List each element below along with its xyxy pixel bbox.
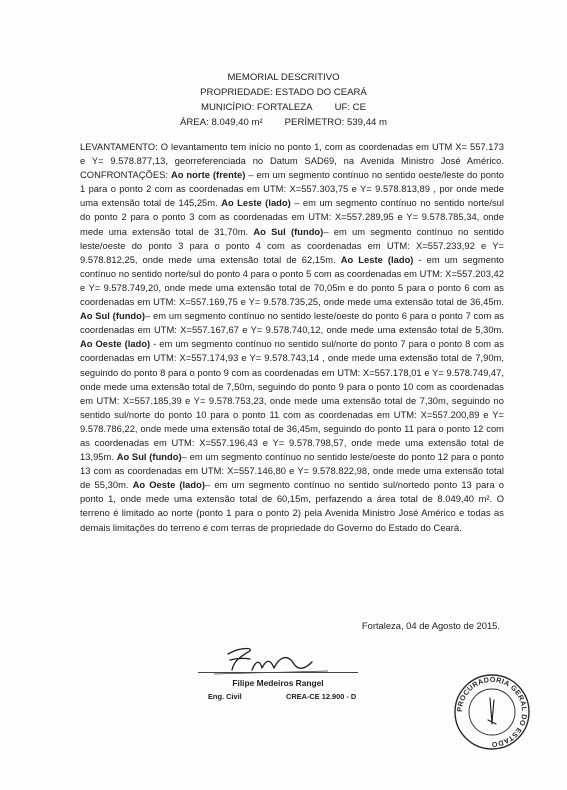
heading-east-side: Ao Leste (lado) (221, 198, 291, 209)
area-line (0, 115, 567, 130)
text-segment: - em um segmento contínuo no sentido norte/sul do ponto 4 para o ponto 5 com as coordenadas em UTM: X=557.203,42 e Y= 9.578.749,20, onde mede uma extensão total de 70,05m e do ponto 5 para o ponto 6 com as coordenadas em UTM: X=557.169,75 e Y= 9.578.735,25, onde mede uma extensão total de 36,45m. (80, 254, 505, 308)
municipio-text: MUNICÍPIO: FORTALEZA (200, 102, 313, 113)
heading-west-side: Ao Oeste (lado) (132, 480, 206, 491)
signer-title: Eng. Civil (208, 692, 242, 701)
area-text: ÁREA: 8.049,40 m² (179, 117, 263, 128)
uf-text: UF: CE (334, 102, 367, 113)
heading-west-side: Ao Oeste (lado) (80, 339, 151, 350)
heading-south-back: Ao Sul (fundo) (80, 311, 146, 322)
heading-north-front: Ao norte (frente) (170, 170, 246, 181)
text-segment: – em um segmento contínuo no sentido leste/oeste do ponto 12 para o ponto 13 com as coordenadas em UTM: X=557.146,80 e Y= 9.578.822,98, onde mede uma extensão total de 55,30m. (80, 452, 504, 491)
heading-south-back: Ao Sul (fundo) (253, 226, 324, 237)
property-line: PROPRIEDADE: ESTADO DO CEARÁ (200, 87, 367, 98)
document-title: MEMORIAL DESCRITIVO (227, 72, 340, 83)
text-segment: LEVANTAMENTO: O levantamento tem início no ponto 1, com as coordenadas em UTM X= 557.173 e Y= 9.578.877,13, georreferenciada no Datum SAD69, na Avenida Ministro José Américo. CONFRONTAÇÕES: (80, 142, 504, 181)
text-segment: – em um segmento contínuo no sentido sul/nortedo ponto 13 para o ponto 1, onde mede uma extensão total de 60,15m, perfazendo a área total de 8.049,40 m². O terreno é limitado ao norte (ponto 1 para o ponto 2) pela Avenida Ministro José Américo e todas as demais limitações do terreno é com terras de propriedade do Governo do Estado do Ceará. (80, 480, 504, 533)
heading-south-back: Ao Sul (fundo) (116, 452, 182, 463)
text-segment: – em um segmento contínuo no sentido leste/oeste do ponto 3 para o ponto 4 com as coordenadas em UTM: X=557.233,92 e Y= 9.578.812,25, onde mede uma extensão total de 62,15m. (80, 226, 504, 265)
text-segment: – em um segmento contínuo no sentido leste/oeste do ponto 6 para o ponto 7 com as coordenadas em UTM: X=557.167,67 e Y= 9.578.740,12, onde mede uma extensão total de 5,30m. (80, 311, 504, 336)
heading-east-side: Ao Leste (lado) (340, 254, 414, 265)
text-segment: – em um segmento contínuo no sentido norte/sul do ponto 2 para o ponto 3 com as coordenadas em UTM: X=557.289,95 e Y= 9.578.785,34, onde mede uma extensão total de 31,70m. (80, 198, 505, 237)
official-stamp (452, 672, 532, 752)
text-segment: – em um segmento contínuo no sentido oeste/leste do ponto 1 para o ponto 2 com as coordenadas em UTM: X=557.303,75 e Y= 9.578.813,89 , por onde mede uma extensão total de 145,25m. (80, 170, 504, 209)
document-header (0, 70, 567, 130)
text-segment: - em um segmento contínuo no sentido sul/norte do ponto 7 para o ponto 8 com as coordenadas em UTM: X=557.174,93 e Y= 9.578.743,14 , onde mede uma extensão total de 7,90m, seguindo do ponto 8 para o ponto 9 com as coordenadas em UTM: X=557.178,01 e Y= 9.578.749,47, onde mede uma extensão total de 7,50m, seguindo do ponto 9 para o ponto 10 com as coordenadas em UTM: X=557.185,39 e Y= 9.578.753,23, onde mede uma extensão total de 7,30m, seguindo no sentido sul/norte do ponto 10 para o ponto 11 com as coordenadas em UTM: X=557.200,89 e Y= 9.578.786,22, onde mede uma extensão total de 36,45m, seguindo do ponto 11 para o ponto 12 com as coordenadas em UTM: X=557.196,43 e Y= 9.578.798,57, onde mede uma extensão total de 13,95m. (80, 339, 504, 463)
signer-name: Filipe Medeiros Rangel (232, 678, 324, 688)
municipio-line (0, 100, 567, 115)
handwritten-signature (208, 640, 338, 680)
perimetro-text: PERÍMETRO: 539,44 m (284, 117, 388, 128)
document-date: Fortaleza, 04 de Agosto de 2015. (361, 620, 500, 631)
signer-registration: CREA-CE 12.900 - D (286, 692, 357, 701)
stamp-text: PROCURADORIA GERAL DO ESTADO (454, 674, 530, 750)
description-paragraph (80, 140, 504, 535)
signature-line (198, 672, 358, 673)
